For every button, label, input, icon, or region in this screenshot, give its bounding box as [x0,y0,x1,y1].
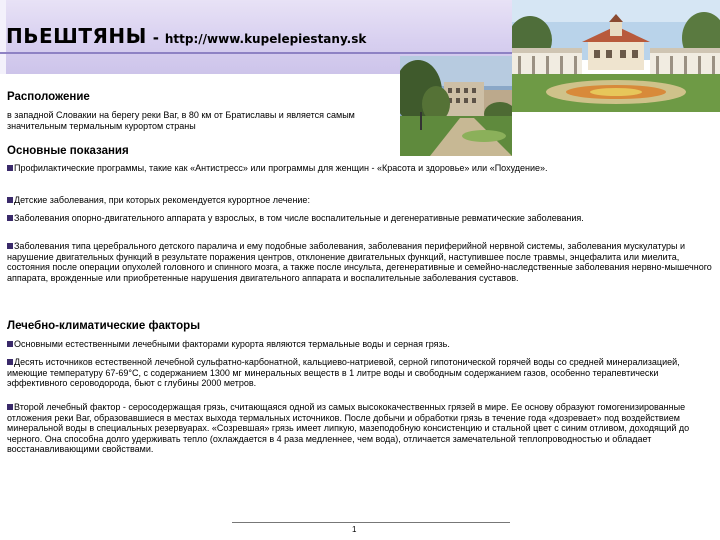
list-item [7,339,707,350]
list-item-text: Заболевания типа церебрального детского паралича и ему подобные заболевания, заболевания периферийной нервной системы, заболевания мускулатуры и нарушение двигательных функций в результате поражения центров, отклонение двигательных функций, наступившее после травмы, энцефалита или миелита, состояния после операции опухолей головного и спинного мозга, а также после инсульта, дегенеративные и семейно-наследственные заболевания нервно-мышечного аппарата, врожденные или приобретенные нарушения двигательного аппарата и воспалительные заболевания суставов. [7,241,712,283]
bullet-icon [7,243,13,249]
header-rule [0,52,512,54]
bullet-icon [7,197,13,203]
section-heading-indications: Основные показания [7,145,129,157]
list-item [7,402,713,455]
page-title [6,24,366,48]
title-dash: - [152,27,159,47]
page-number: 1 [352,525,357,534]
list-item-text: Профилактические программы, такие как «Антистресс» или программы для женщин - «Красота и здоровье» или «Похудение». [14,163,548,173]
list-item-text: Второй лечебный фактор - серосодержащая грязь, считающаяся одной из самых высококачественных грязей в мире. Ее основу образуют гомогенизированные отложения реки Ваг, образовавшиеся в местах выхода термальных источников. После добычи и обработки грязь в течение года «дозревает» под воздействием минеральной воды в специальных резервуарах. «Созревшая» грязь имеет липкую, мазеподобную консистенцию и стальной цвет с синим отливом, доходящий до черного. Она способна долго удерживать тепло (охлаждается в 4 раза медленнее, чем вода), отличается замечательной теплопроводностью и обладает восстанавливающими свойствами. [7,402,690,454]
footer-rule [232,522,510,523]
list-item-text: Основными естественными лечебными факторами курорта являются термальные воды и серная грязь. [14,339,450,349]
list-item [7,241,713,283]
spa-colonnade-photo [512,0,720,112]
list-item [7,195,707,206]
section-heading-factors: Лечебно-климатические факторы [7,320,201,332]
section-heading-location: Расположение [7,91,90,103]
list-item-text: Десять источников естественной лечебной сульфатно-карбонатной, кальциево-натриевой, серной гипотонической горячей воды со средней минерализацией, имеющие температуру 67-69°С, с содержанием 1300 мг минеральных веществ в 1 литре воды и свободным содержанием газов, особенно терапевтически эффективного сероводорода, бьют с глубины 2000 метров. [7,357,680,388]
location-text: в западной Словакии на берегу реки Ваг, в 80 км от Братиславы и является самым значительным термальным курортом страны [7,110,355,131]
bullet-icon [7,359,13,365]
list-item [7,357,713,389]
bullet-icon [7,341,13,347]
title-city: ПЬЕШТЯНЫ [6,24,147,48]
bullet-icon [7,404,13,410]
bullet-icon [7,165,13,171]
list-item [7,163,707,174]
title-url[interactable]: http://www.kupelepiestany.sk [164,32,367,46]
bullet-icon [7,215,13,221]
list-item [7,213,707,224]
list-item-text: Детские заболевания, при которых рекомендуется курортное лечение: [14,195,310,205]
list-item-text: Заболевания опорно-двигательного аппарата у взрослых, в том числе воспалительные и дегенеративные ревматические заболевания. [14,213,584,223]
spa-park-avenue-photo [400,56,512,156]
